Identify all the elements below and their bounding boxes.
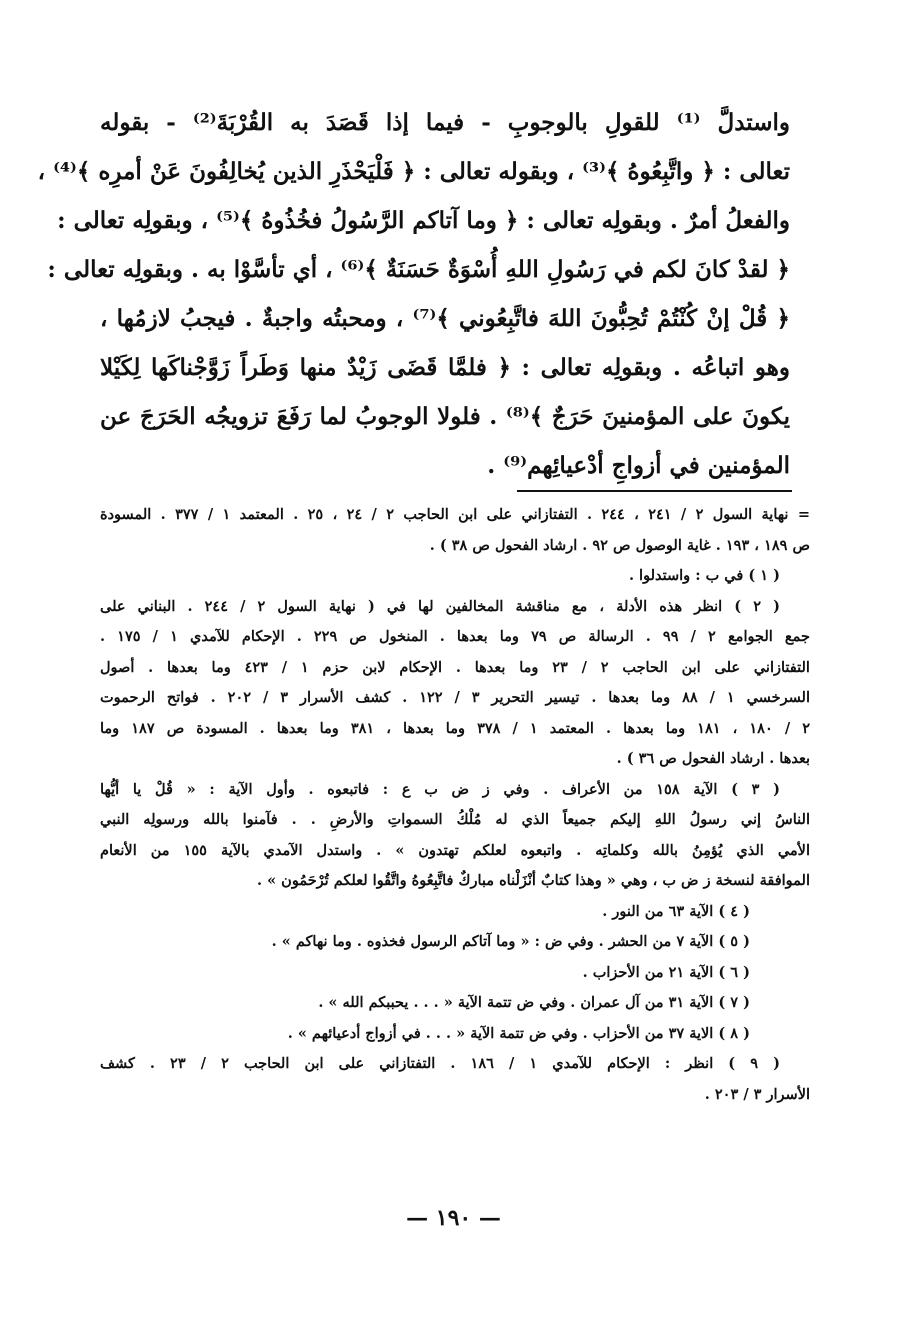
footnote-line: ( ٤ ) الآية ٦٣ من النور .: [602, 902, 750, 920]
footnote-line: ( ٥ ) الآية ٧ من الحشر . وفي ض : « وما آتاكم الرسول فخذوه . وما نهاكم » .: [271, 933, 750, 950]
main-text-line: يكونَ على المؤمنينَ حَرَجٌ ﴾⁽⁸⁾ . فلولا الوجوبُ لما رَفَعَ تزويجُه الحَرَجَ عن: [100, 403, 790, 430]
footnote-line: الناسُ إني رسولُ اللهِ إليكم جميعاً الذي له مُلْكُ السمواتِ والأرضِ . . فآمنوا بالله ورسولِه النبي: [100, 811, 810, 828]
main-text-line: تعالى : ﴿ واتَّبِعُوهُ ﴾⁽³⁾ ، وبقوله تعالى : ﴿ فَلْيَحْذَرِ الذين يُخالِفُونَ عَنْ أمرِه ﴾⁽⁴⁾ ،: [37, 158, 790, 185]
main-text-line: ﴿ لقدْ كانَ لكم في رَسُولِ اللهِ أُسْوَةٌ حَسَنَةٌ ﴾⁽⁶⁾ ، أي تأسَّوْا به . وبقولِه تعالى :: [47, 256, 790, 283]
main-text-line: ﴿ قُلْ إنْ كُنْتُمْ تُحِبُّونَ اللهَ فاتَّبِعُوني ﴾⁽⁷⁾ ، ومحبتُه واجبةٌ . فيجبُ لازمُها ،: [100, 305, 790, 332]
footnote-line: ٢ / ١٨٠ ، ١٨١ وما بعدها . المعتمد ١ / ٣٧٨ وما بعدها ، ٣٨١ وما بعدها . المسودة ص ١٨٧ وما: [100, 719, 810, 737]
main-text-block: [37, 98, 791, 490]
footnote-line: ( ٣ ) الآية ١٥٨ من الأعراف . وفي ز ض ب ع : فاتبعوه . وأول الآية : « قُلْ يا أيُّها: [100, 780, 780, 798]
footnote-line: السرخسي ١ / ٨٨ وما بعدها . تيسير التحرير ٣ / ١٢٢ . كشف الأسرار ٣ / ٢٠٢ . فواتح الرحموت: [100, 689, 810, 706]
footnote-line: ( ١ ) في ب : واستدلوا .: [628, 567, 780, 584]
footnote-line: ( ٩ ) انظر : الإحكام للآمدي ١ / ١٨٦ . التفتازاني على ابن الحاجب ٢ / ٢٣ . كشف: [100, 1055, 780, 1072]
footnote-line: ( ٨ ) الاية ٣٧ من الأحزاب . وفي ض تتمة الآية « . . . في أزواج أدعيائهم » .: [287, 1024, 750, 1042]
footnote-separator: [517, 490, 792, 492]
main-text-line: المؤمنين في أزواجِ أدْعيائِهم⁽⁹⁾ .: [487, 452, 790, 479]
footnote-line: الموافقة لنسخة ز ض ب ، وهي « وهذا كتابٌ أنْزَلْناه مباركٌ فاتَّبِعُوهُ واتَّقُوا لعلكم تُرْحَمُون » .: [256, 872, 810, 889]
main-text-line: واستدلَّ ⁽¹⁾ للقولِ بالوجوبِ - فيما إذا قَصَدَ به القُرْبَةَ⁽²⁾ - بقوله: [100, 109, 791, 136]
footnote-line: التفتازاني على ابن الحاجب ٢ / ٢٣ وما بعدها . الإحكام لابن حزم ١ / ٤٢٣ وما بعدها . أصول: [100, 658, 810, 676]
footnote-line: = نهاية السول ٢ / ٢٤١ ، ٢٤٤ . التفتازاني على ابن الحاجب ٢ / ٢٤ ، ٢٥ . المعتمد ١ / ٣٧٧ . المسودة: [100, 506, 810, 523]
footnotes-block: [100, 500, 810, 1110]
footnote-line: ص ١٨٩ ، ١٩٣ . غاية الوصول ص ٩٢ . ارشاد الفحول ص ٣٨ ) .: [429, 536, 810, 554]
main-text-line: وهو اتباعُه . وبقولِه تعالى : ﴿ فلمَّا قَضَى زَيْدٌ منها وَطَراً زَوَّجْناكَها لِكَيْلا: [100, 354, 790, 381]
page-number: — ١٩٠ —: [406, 1205, 501, 1231]
footnote-line: ( ٢ ) انظر هذه الأدلة ، مع مناقشة المخالفين لها في ( نهاية السول ٢ / ٢٤٤ . البناني على: [100, 597, 780, 615]
footnote-line: الأمي الذي يُؤمِنُ بالله وكلماتِه . واتبعوه لعلكم تهتدون » . واستدل الآمدي بالآية ١٥٥ من الأنعام: [100, 841, 810, 859]
footnote-line: بعدها . ارشاد الفحول ص ٣٦ ) .: [616, 750, 810, 767]
footnote-line: جمع الجوامع ٢ / ٩٩ . الرسالة ص ٧٩ وما بعدها . المنخول ص ٢٢٩ . الإحكام للآمدي ١ / ١٧٥ .: [100, 628, 810, 645]
footnote-line: ( ٦ ) الآية ٢١ من الأحزاب .: [582, 963, 750, 981]
main-text-line: والفعلُ أمرٌ . وبقولِه تعالى : ﴿ وما آتاكم الرَّسُولُ فخُذُوهُ ﴾⁽⁵⁾ ، وبقولِه تعالى :: [57, 207, 790, 234]
footnote-line: ( ٧ ) الآية ٣١ من آل عمران . وفي ض تتمة الآية « . . . يحببكم الله » .: [318, 994, 750, 1011]
footnote-line: الأسرار ٣ / ٢٠٣ .: [704, 1085, 810, 1103]
